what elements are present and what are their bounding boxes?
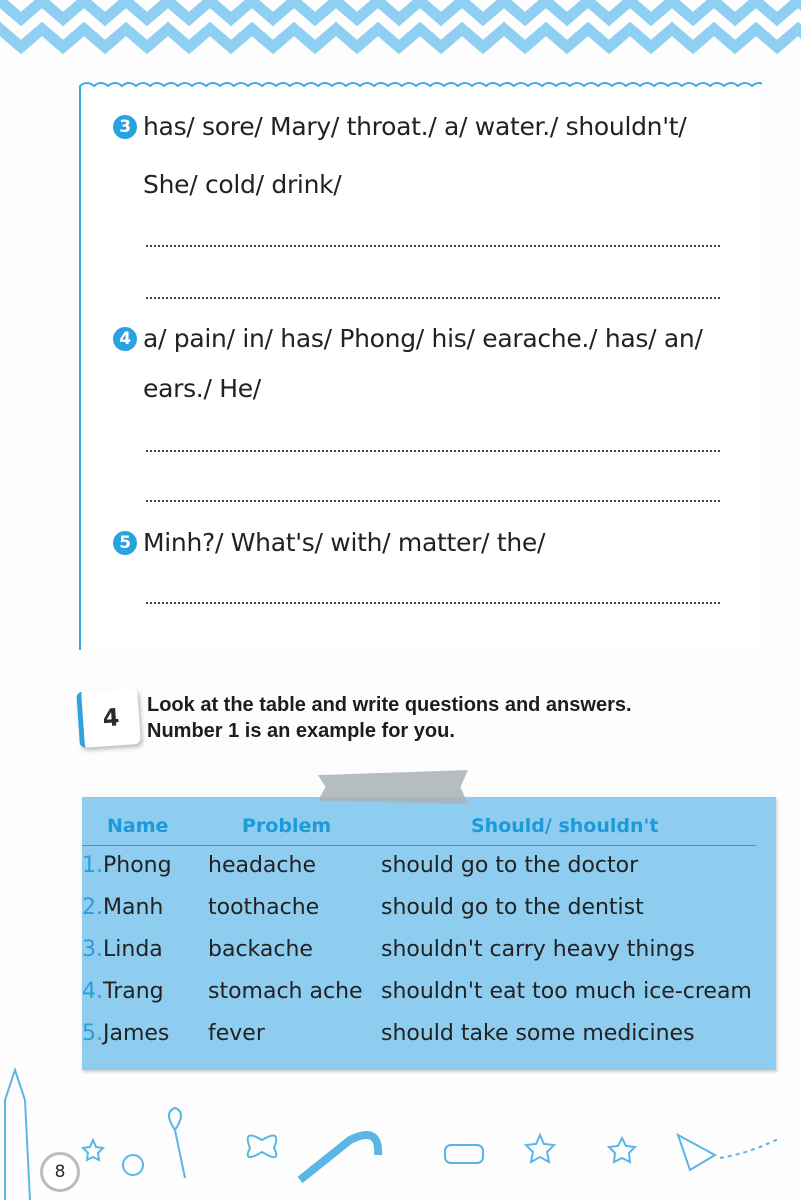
answer-line[interactable] [146,450,720,452]
chevron-border [0,0,801,64]
instruction-line: Number 1 is an example for you. [147,720,455,742]
table-row [82,1021,772,1061]
problem-table [82,797,776,1070]
footer-doodles [0,1060,801,1200]
row-advice: shouldn't carry heavy things [381,937,695,962]
row-number: 2. [82,895,103,920]
table-row [82,853,772,893]
table-row [82,895,772,935]
table-row [82,937,772,977]
row-name: Manh [103,895,164,920]
tower-icon [5,1070,30,1200]
row-advice: should go to the dentist [381,895,644,920]
header-name: Name [107,815,169,837]
row-number: 1. [82,853,103,878]
row-problem: backache [208,937,313,962]
table-row [82,979,772,1019]
item-number-badge: 4 [113,327,137,351]
item-number-badge: 3 [113,115,137,139]
header-advice: Should/ shouldn't [471,815,659,837]
page-number: 8 [40,1152,80,1192]
exercise-instruction [147,692,632,744]
star-icon [609,1138,635,1162]
butterfly-icon [248,1136,277,1158]
header-problem: Problem [242,815,332,837]
candy-cane-icon [300,1135,378,1180]
scrambled-words: a/ pain/ in/ has/ Phong/ his/ earache./ has/ an/ [143,324,703,353]
star-icon [83,1140,103,1160]
row-advice: shouldn't eat too much ice-cream [381,979,752,1004]
row-problem: headache [208,853,316,878]
header-divider [82,845,756,846]
scrambled-words-cont: ears./ He/ [143,374,261,403]
answer-line[interactable] [146,500,720,502]
exercise-number-badge: 4 [76,688,141,748]
star-icon [526,1135,554,1162]
answer-line[interactable] [146,245,720,247]
car-icon [445,1145,483,1163]
row-number: 4. [82,979,103,1004]
scrambled-words: has/ sore/ Mary/ throat./ a/ water./ shouldn't/ [143,112,687,141]
flag-icon [678,1135,715,1170]
instruction-line: Look at the table and write questions and answers. [147,694,632,716]
row-number: 3. [82,937,103,962]
answer-line[interactable] [146,602,720,604]
row-name: James [103,1021,170,1046]
lightbulb-icon [123,1155,143,1175]
lollipop-icon [169,1108,185,1178]
row-problem: stomach ache [208,979,363,1004]
item-number-badge: 5 [113,531,137,555]
scrambled-words-cont: She/ cold/ drink/ [143,170,342,199]
scrambled-words: Minh?/ What's/ with/ matter/ the/ [143,528,546,557]
row-name: Linda [103,937,163,962]
row-advice: should go to the doctor [381,853,639,878]
dashed-trail [720,1138,780,1158]
row-name: Phong [103,853,172,878]
row-number: 5. [82,1021,103,1046]
row-advice: should take some medicines [381,1021,695,1046]
wavy-answer-box [72,72,762,650]
answer-line[interactable] [146,297,720,299]
tape-decoration [318,770,468,804]
row-problem: fever [208,1021,265,1046]
row-name: Trang [103,979,164,1004]
row-problem: toothache [208,895,320,920]
